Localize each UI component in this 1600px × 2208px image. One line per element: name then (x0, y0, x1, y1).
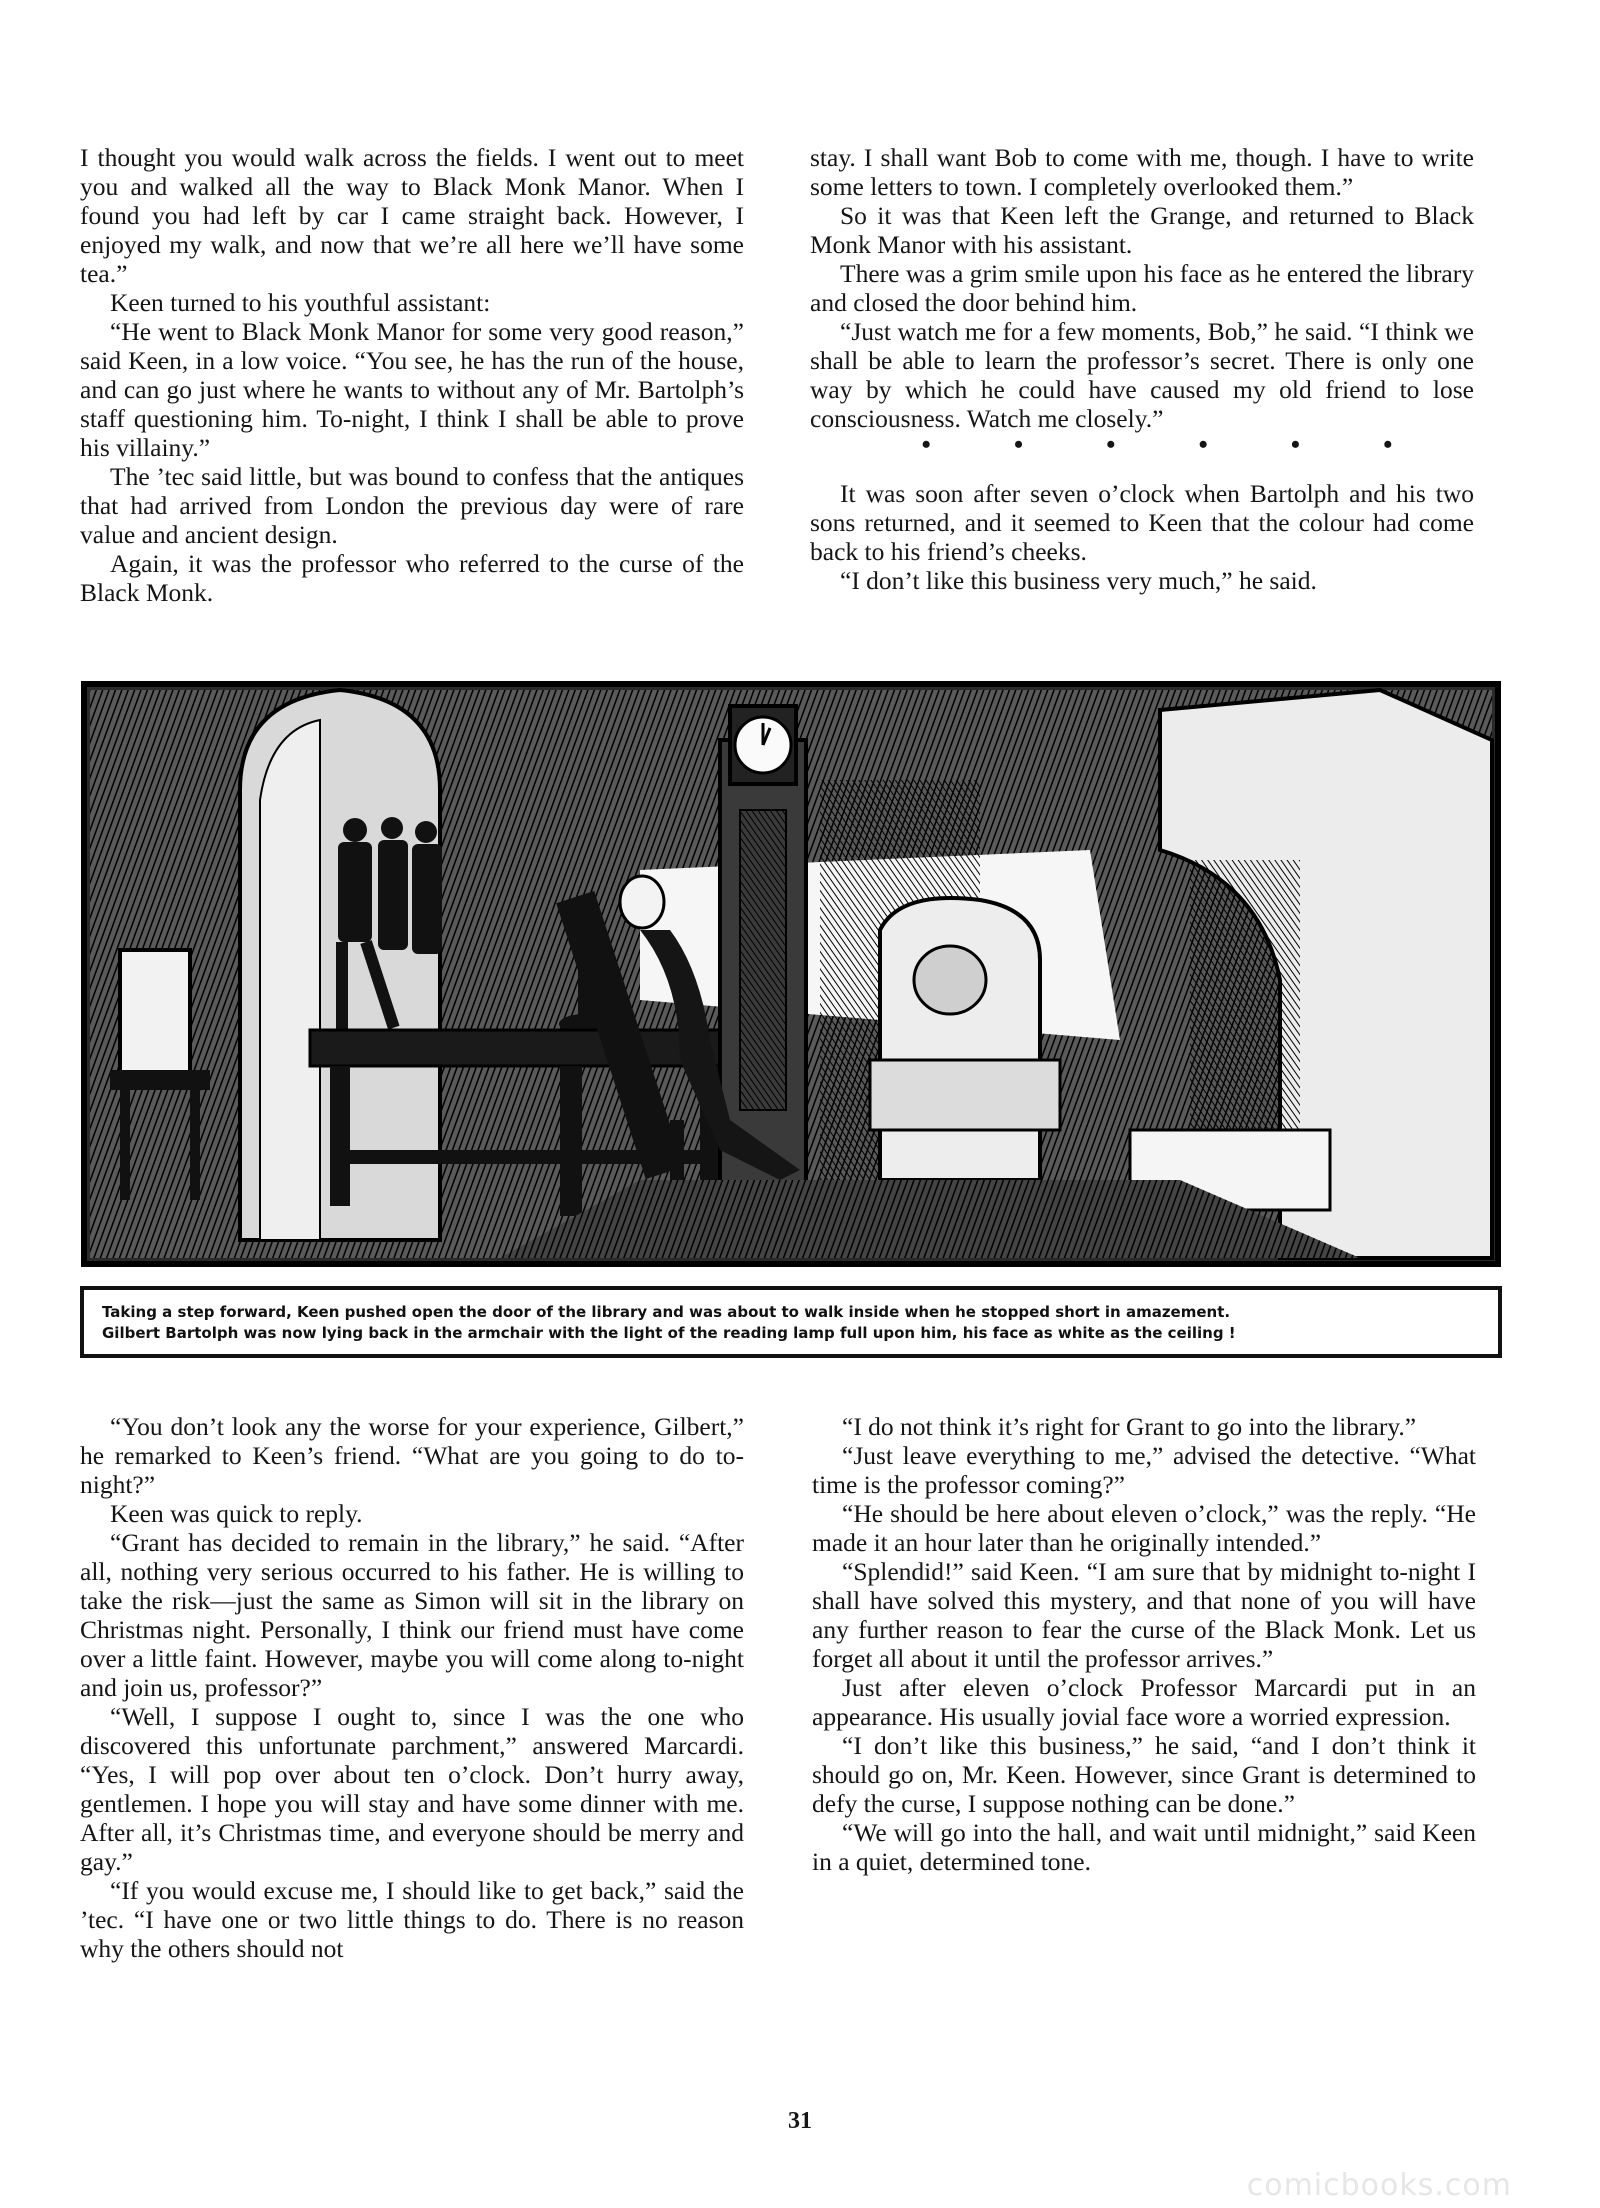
paragraph: Just after eleven o’clock Professor Marcardi put in an appearance. His usually jovial face wore a worried expression. (812, 1673, 1476, 1731)
paragraph: “You don’t look any the worse for your experience, Gilbert,” he remarked to Keen’s friend. “What are you going to do to-night?” (80, 1412, 744, 1499)
paragraph: Again, it was the professor who referred to the curse of the Black Monk. (80, 549, 744, 607)
paragraph: “If you would excuse me, I should like to get back,” said the ’tec. “I have one or two little things to do. There is no reason why the others should not (80, 1876, 744, 1963)
paragraph: “Splendid!” said Keen. “I am sure that by midnight to-night I shall have solved this mystery, and that none of you will have any further reason to fear the curse of the Black Monk. Let us forget all about it until the professor arrives.” (812, 1557, 1476, 1673)
text-block-before-break (810, 143, 1474, 433)
paragraph: stay. I shall want Bob to come with me, though. I have to write some letters to town. I completely overlooked them.” (810, 143, 1474, 201)
paragraph: “Just leave everything to me,” advised the detective. “What time is the professor coming?” (812, 1441, 1476, 1499)
paragraph: “We will go into the hall, and wait until midnight,” said Keen in a quiet, determined tone. (812, 1818, 1476, 1876)
page-number: 31 (788, 2108, 812, 2134)
paragraph: I thought you would walk across the fields. I went out to meet you and walked all the way to Black Monk Manor. When I found you had left by car I came straight back. However, I enjoyed my walk, and now that we’re all here we’ll have some tea.” (80, 143, 744, 288)
paragraph: “I don’t like this business,” he said, “and I don’t think it should go on, Mr. Keen. However, since Grant is determined to defy the curse, I suppose nothing can be done.” (812, 1731, 1476, 1818)
paragraph: “Just watch me for a few moments, Bob,” he said. “I think we shall be able to learn the professor’s secret. There is only one way by which he could have caused my old friend to lose consciousness. Watch me closely.” (810, 317, 1474, 433)
paragraph: So it was that Keen left the Grange, and returned to Black Monk Manor with his assistant. (810, 201, 1474, 259)
break-dot: • (1013, 430, 1024, 459)
text-column-bottom-right (812, 1412, 1476, 1876)
break-dot: • (921, 430, 931, 459)
caption-line-2: Gilbert Bartolph was now lying back in the armchair with the light of the reading lamp full upon him, his face as white as the ceiling ! (102, 1324, 1236, 1342)
caption-line-1: Taking a step forward, Keen pushed open the door of the library and was about to walk inside when he stopped short in amazement. (102, 1303, 1231, 1321)
text-column-top-left (80, 143, 744, 607)
illustration-caption (80, 1286, 1502, 1358)
break-dot: • (1198, 430, 1208, 459)
paragraph: “Well, I suppose I ought to, since I was the one who discovered this unfortunate parchment,” answered Marcardi. “Yes, I will pop over about ten o’clock. Don’t hurry away, gentlemen. I hope you will stay and have some dinner with me. After all, it’s Christmas time, and everyone should be merry and gay.” (80, 1702, 744, 1876)
text-column-top-right (810, 143, 1474, 595)
paragraph: “He should be here about eleven o’clock,” was the reply. “He made it an hour later than he originally intended.” (812, 1499, 1476, 1557)
paragraph: “I do not think it’s right for Grant to go into the library.” (842, 1412, 1417, 1441)
paragraph: “Grant has decided to remain in the library,” he said. “After all, nothing very serious occurred to his father. He is willing to take the risk—just the same as Simon will sit in the library on Christmas night. Personally, I think our friend must have come over a little faint. However, maybe you will come along to-night and join us, professor?” (80, 1528, 744, 1702)
paragraph: The ’tec said little, but was bound to confess that the antiques that had arrived from London the previous day were of rare value and ancient design. (80, 462, 744, 549)
paragraph: “I don’t like this business very much,” he said. (840, 566, 1317, 595)
break-dot: • (1106, 430, 1116, 459)
paragraph: “He went to Black Monk Manor for some very good reason,” said Keen, in a low voice. “You see, he has the run of the house, and can go just where he wants to without any of Mr. Bartolph’s staff questioning him. To-night, I think I shall be able to prove his villainy.” (80, 317, 744, 462)
paragraph: It was soon after seven o’clock when Bartolph and his two sons returned, and it seemed to Keen that the colour had come back to his friend’s cheeks. (810, 479, 1474, 566)
paragraph: Keen turned to his youthful assistant: (110, 288, 491, 317)
break-dot: • (1290, 430, 1301, 459)
break-dot: • (1383, 430, 1393, 459)
paragraph: There was a grim smile upon his face as he entered the library and closed the door behind him. (810, 259, 1474, 317)
text-block-after-break (810, 479, 1474, 595)
watermark: comicbooks.com (1246, 2168, 1512, 2203)
library-illustration (80, 680, 1502, 1268)
paragraph: Keen was quick to reply. (110, 1499, 363, 1528)
section-gap (810, 457, 1474, 479)
text-column-bottom-left (80, 1412, 744, 1963)
section-break-dots (810, 430, 1474, 459)
